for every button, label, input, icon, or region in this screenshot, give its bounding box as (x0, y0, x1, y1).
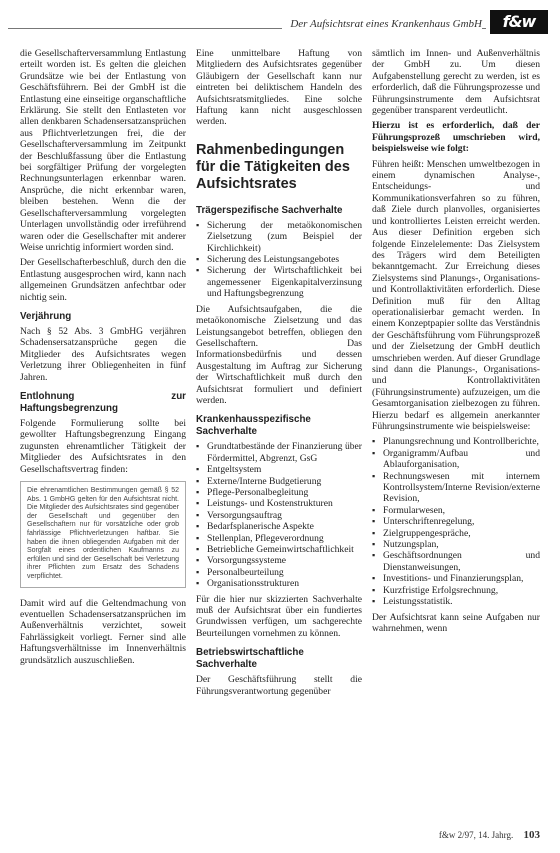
paragraph: Der Gesellschafterbeschluß, durch den die Entlastung ausgesprochen wird, kann nach allgemeinen Grundsätzen anfechtbar oder nichtig sein. (20, 257, 186, 303)
subheading: Betriebswirtschaftliche Sachverhalte (196, 647, 304, 671)
bullet-list (372, 436, 540, 607)
list-item: ▪ Planungsrechnung und Kontrollberichte, (372, 436, 540, 447)
list-item: ▪ Unterschriftenregelung, (372, 516, 540, 527)
list-item: ▪ Grundtatbestände der Finanzierung über Fördermittel, Abgrenzt, GsG (196, 441, 362, 464)
subheading: Entlohnung zur Haftungsbegrenzung (20, 390, 186, 414)
list-item: ▪ Entgeltsystem (196, 464, 362, 475)
paragraph: Führen heißt: Menschen umweltbezogen in einem dynamischen Analyse-, Entscheidungs- und Kommunikationsverfahren so zu führen, daß Ziele durch planvolles, organisiertes und kontrolliertes Leisten erreicht werden. Aus dieser Definition ergeben sich folgende Einzelelemente: Das Zielsystem des Trägers wird dem Beteiligten bekanntgemacht. Zur Erreichung dieses Zielsystems sind Planungs-, Organisations- und Kontrollaktivitäten erforderlich. Diese Definition muß für den Alltag operationalisierbar gemacht werden. In einem Konzeptpapier sollte das Verständnis der Geschäftsführung vom Führungsprozeß und der Zielsetzung der GmbH deutlich umschrieben werden. Auf dieser Grundlage sind dann die Planungs-, Organisations- und Kontrollaktivitäten (Führungsinstrumente) aufzuzeigen, um die Gesamtorganisation zielbezogen zu führen. Hierzu bedarf es allgemein anerkannter Führungsinstrumente wie beispielsweise: (372, 158, 540, 432)
paragraph: Damit wird auf die Geltendmachung von eventuellen Schadensersatzansprüchen im Außenverhältnis verzichtet, soweit Fahrlässigkeit vorliegt. Ferner sind alle Haftungsverhältnisse im Innenverhältnis grundsätzlich auszuschließen. (20, 597, 186, 666)
list-item: ▪ Pflege-Personalbegleitung (196, 487, 362, 498)
paragraph: Der Geschäftsführung stellt die Führungsverantwortung gegenüber (196, 674, 362, 697)
journal-citation: f&w 2/97, 14. Jahrg. (438, 830, 514, 840)
list-item: ▪ Betriebliche Gemeinwirtschaftlichkeit (196, 544, 362, 555)
subheading: Krankenhausspezifische Sachverhalte (196, 414, 311, 438)
journal-logo: f&w (490, 10, 548, 34)
paragraph: Für die hier nur skizzierten Sachverhalte muß der Aufsichtsrat über ein fundiertes Grundwissen verfügen, um sachgerechte Beurteilungen vornehmen zu können. (196, 593, 362, 639)
list-item: ▪ Geschäftsordnungen und Dienstanweisungen, (372, 550, 540, 573)
subheading: Verjährung (20, 310, 72, 322)
paragraph: sämtlich im Innen- und Außenverhältnis der GmbH zu. Um diesen Aufgabenstellung gerecht zu werden, ist es erforderlich, daß die Führungsprozesse und Führungsinstrumente dem Aufsichtsrat gegenüber transparent verdeutlicht. (372, 48, 540, 117)
list-item: ▪ Vorsorgungssysteme (196, 555, 362, 566)
list-item: ▪ Formularwesen, (372, 505, 540, 516)
paragraph: Folgende Formulierung sollte bei gewollter Haftungsbegrenzung Eingang zugunsten ehrenamtlicher Tätigkeit der Mitglieder des Aufsichtsrates in den Gesellschaftsvertrag finden: (20, 417, 186, 475)
section-heading: Rahmenbedingungen für die Tätigkeiten des Aufsichtsrates (196, 141, 350, 192)
list-item: ▪ Nutzungsplan, (372, 539, 540, 550)
page-header (8, 10, 552, 36)
clause-box: Die ehrenamtlichen Bestimmungen gemäß § 52 Abs. 1 GmbHG gelten für den Aufsichtsrat nicht. Die Mitglieder des Aufsichtsrates sind gegenüber der Gesellschaft und gegenüber den Gesellschaftern nur für vorsätzliche oder grob fahrlässige Pflichtverletzungen haftbar. Sie haben die ihnen obliegenden Aufgaben mit der Sorgfalt eines ordentlichen Kaufmanns zu erfüllen und sind der Gesellschaft bei Verletzung ihrer Pflichten zum Ersatz des Schadens verpflichtet. (20, 481, 186, 588)
list-item: ▪ Sicherung der metaökonomischen Zielsetzung (zum Beispiel der Kirchlichkeit) (196, 220, 362, 254)
list-item: ▪ Kurzfristige Erfolgsrechnung, (372, 585, 540, 596)
list-item: ▪ Sicherung des Leistungsangebotes (196, 254, 362, 265)
paragraph: Eine unmittelbare Haftung von Mitgliedern des Aufsichtsrates gegenüber Gläubigern der Gesellschaft kann nur eintreten bei deliktischem Handeln des Aufsichtsratsmitgliedes. Eine solche Haftung kann nicht ausgeschlossen werden. (196, 48, 362, 128)
bullet-list (196, 220, 362, 300)
bullet-list (196, 441, 362, 589)
list-item: ▪ Rechnungswesen mit internem Kontrollsystem/Interne Revision/externe Revision, (372, 471, 540, 505)
page-footer (439, 829, 540, 841)
column-2 (196, 48, 362, 701)
list-item: ▪ Versorgungsauftrag (196, 510, 362, 521)
list-item: ▪ Leistungsstatistik. (372, 596, 540, 607)
list-item: ▪ Organisationsstrukturen (196, 578, 362, 589)
column-1 (20, 48, 186, 670)
running-title: Der Aufsichtsrat eines Krankenhaus GmbH (282, 18, 482, 30)
list-item: ▪ Personalbeurteilung (196, 567, 362, 578)
page-number: 103 (523, 829, 540, 841)
column-3 (372, 48, 540, 638)
bold-paragraph: Hierzu ist es erforderlich, daß der Führungsprozeß umschrieben wird, beispielsweise wie folgt: (372, 120, 540, 155)
list-item: ▪ Investitions- und Finanzierungsplan, (372, 573, 540, 584)
subheading: Trägerspezifische Sachverhalte (196, 204, 343, 216)
list-item: ▪ Organigramm/Aufbau und Ablauforganisation, (372, 448, 540, 471)
list-item: ▪ Bedarfsplanerische Aspekte (196, 521, 362, 532)
list-item: ▪ Externe/Interne Budgetierung (196, 476, 362, 487)
paragraph: Der Aufsichtsrat kann seine Aufgaben nur wahrnehmen, wenn (372, 611, 540, 634)
list-item: ▪ Zielgruppengespräche, (372, 528, 540, 539)
list-item: ▪ Stellenplan, Pflegeverordnung (196, 533, 362, 544)
paragraph: Die Aufsichtsaufgaben, die die metaökonomische Zielsetzung und das Leistungsangebot betreffen, obliegen den Gesellschaftern. Das Informationsbedürfnis und dessen Ausgestaltung im Auftrag zur Sicherung der Wirtschaftlichkeit muß durch den Aufsichtsrat formuliert und definiert werden. (196, 303, 362, 406)
list-item: ▪ Sicherung der Wirtschaftlichkeit bei angemessener Eigenkapitalverzinsung und Haftungsbegrenzung (196, 265, 362, 299)
paragraph: die Gesellschafterversammlung Entlastung erteilt worden ist. Es gelten die gleichen Grundsätze wie bei der Entlastung von Geschäftsführern. Bei der GmbH ist die Entlastung eine einseitige organschaftliche Erklärung. Sie stellt den Entlasteten vor allen denkbaren Schadensersatzansprüchen aus Pflichtverletzungen frei, die der Gesellschafterversammlung im Zeitpunkt der Beschlußfassung über die Entlastung bei sorgfältiger Prüfung der vorgelegten Rechnungsunterlagen erkennbar waren. Ansprüche, die nicht erkennbar waren, bleiben bestehen. Wenn die der Gesellschafterversammlung vorgelegten Unterlagen unvollständig oder irreführend waren oder die Gesellschafter mit anderer Weise unrichtig informiert worden sind. (20, 48, 186, 253)
list-item: ▪ Leistungs- und Kostenstrukturen (196, 498, 362, 509)
paragraph: Nach § 52 Abs. 3 GmbHG verjähren Schadensersatzansprüche gegen die Mitglieder des Aufsichtsrates wegen Verletzung ihrer Obliegenheiten in fünf Jahren. (20, 325, 186, 383)
